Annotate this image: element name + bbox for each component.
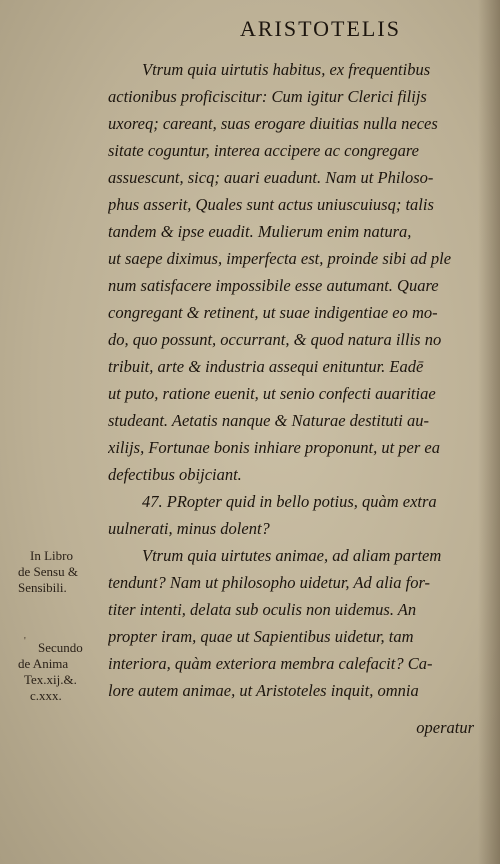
margin-note-line: In Libro [30, 548, 73, 563]
running-header: ARISTOTELIS [240, 16, 401, 41]
text-line: defectibus obijciant. [108, 465, 242, 484]
text-line: ut puto, ratione euenit, ut senio confecti auaritiae [108, 384, 436, 403]
text-line: congregant & retinent, ut suae indigentiae eo mo- [108, 303, 438, 322]
text-line: actionibus proficiscitur: Cum igitur Clerici filijs [108, 87, 427, 106]
catchword: operatur [416, 718, 474, 737]
text-line: tribuit, arte & industria assequi enituntur. Eadē [108, 357, 424, 376]
text-line: sitate coguntur, interea accipere ac congregare [108, 141, 419, 160]
margin-note-line: c.xxx. [30, 688, 62, 703]
reference-mark: ' [24, 636, 26, 647]
question-heading: 47. PRopter quid in bello potius, quàm extra [142, 492, 437, 511]
margin-note-line: Secundo [38, 640, 83, 655]
text-line: num satisfacere impossibile esse autumant. Quare [108, 276, 439, 295]
text-line: assuescunt, sicq; auari euadunt. Nam ut Philoso- [108, 168, 434, 187]
text-line: Vtrum quia uirtutes animae, ad aliam partem [142, 546, 442, 565]
text-line: Vtrum quia uirtutis habitus, ex frequentibus [142, 60, 431, 79]
margin-note-line: Sensibili. [18, 580, 67, 595]
text-block [108, 56, 484, 704]
text-line: tendunt? Nam ut philosopho uidetur, Ad alia for- [108, 573, 431, 592]
margin-note-1 [18, 548, 78, 596]
text-line: lore autem animae, ut Aristoteles inquit, omnia [108, 681, 419, 700]
text-line: studeant. Aetatis nanque & Naturae destituti au- [108, 411, 429, 430]
text-line: do, quo possunt, occurrant, & quod natura illis no [108, 330, 442, 349]
text-line: tandem & ipse euadit. Mulierum enim natura, [108, 222, 412, 241]
margin-note-2 [18, 640, 83, 704]
margin-note-line: de Sensu & [18, 564, 78, 579]
text-line: phus asserit, Quales sunt actus uniuscuiusq; talis [108, 195, 434, 214]
text-line: interiora, quàm exteriora membra calefacit? Ca- [108, 654, 433, 673]
text-line: titer intenti, delata sub oculis non uidemus. An [108, 600, 417, 619]
margin-note-line: de Anima [18, 656, 69, 671]
text-line: uxoreq; careant, suas erogare diuitias nulla neces [108, 114, 438, 133]
margin-note-line: Tex.xij.&. [24, 672, 77, 687]
text-line: ut saepe diximus, imperfecta est, proinde sibi ad ple [108, 249, 452, 268]
text-line: uulnerati, minus dolent? [108, 519, 270, 538]
text-line: xilijs, Fortunae bonis inhiare proponunt, ut per ea [108, 438, 440, 457]
text-line: propter iram, quae ut Sapientibus uidetur, tam [108, 627, 414, 646]
